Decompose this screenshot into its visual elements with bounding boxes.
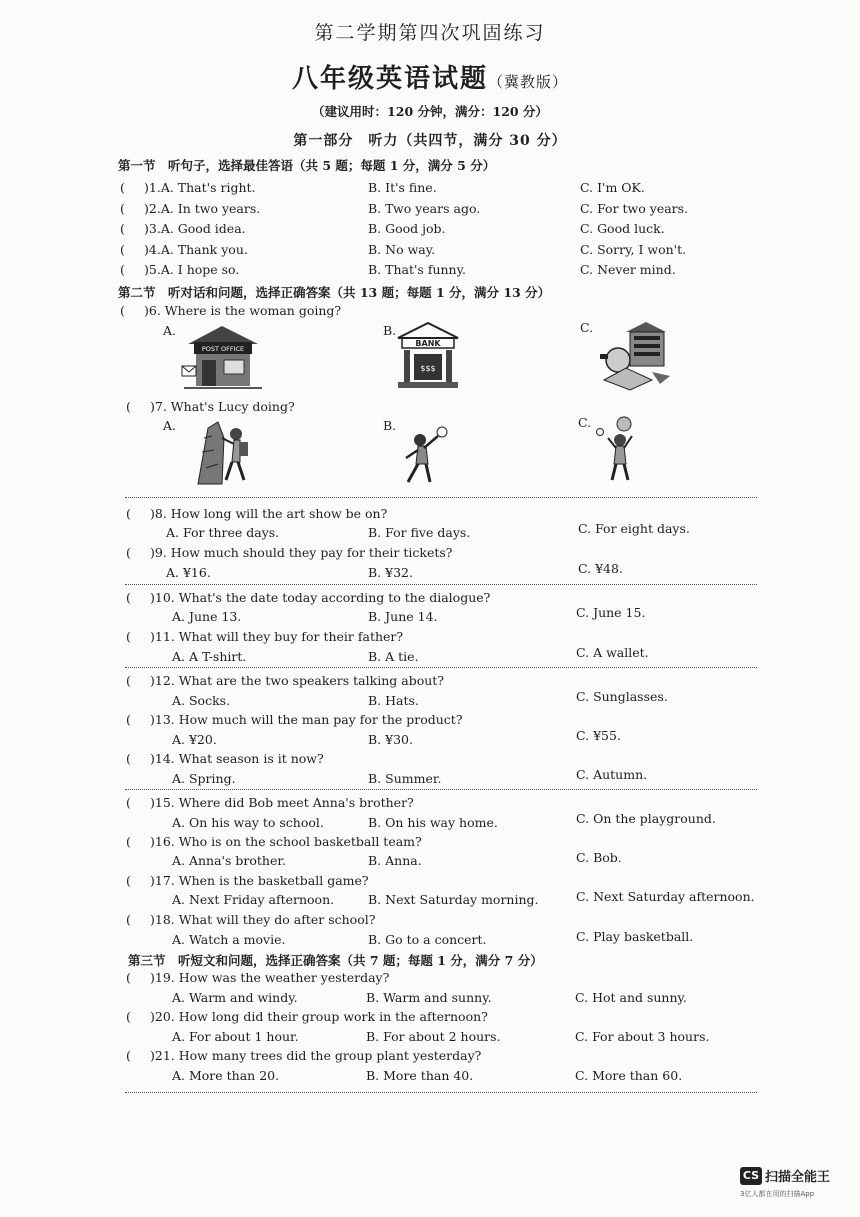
option-c: C. More than 60. (575, 1068, 683, 1083)
question-row (120, 262, 239, 277)
section-one-heading: 第一节 听句子，选择最佳答语（共 5 题；每题 1 分，满分 5 分） (118, 158, 496, 173)
option-a: A. ¥20. (172, 732, 217, 747)
option-c: C. Good luck. (580, 221, 665, 236)
option-c: C. ¥48. (578, 561, 623, 576)
question-number: )20. (150, 1009, 175, 1024)
option-a: A. That's right. (160, 180, 256, 195)
option-b: B. A tie. (368, 649, 419, 664)
question-number: )4. (144, 242, 161, 257)
option-a: A. On his way to school. (172, 815, 324, 830)
scanner-app-name: 扫描全能王 (765, 1170, 831, 1185)
option-a: A. For about 1 hour. (172, 1029, 299, 1044)
option-a: A. Good idea. (160, 221, 246, 236)
question-row (120, 242, 248, 257)
option-a: A. Spring. (172, 771, 236, 786)
question-text: Where is the woman going? (164, 303, 342, 318)
divider (125, 497, 757, 498)
divider (125, 789, 757, 790)
answer-paren: ( (126, 834, 131, 849)
question-row (126, 912, 375, 927)
option-c: C. For two years. (580, 201, 689, 216)
question-text: How much will the man pay for the product? (178, 712, 463, 727)
answer-paren: ( (120, 242, 125, 257)
option-c: C. Never mind. (580, 262, 676, 277)
option-a: A. Thank you. (160, 242, 248, 257)
bank-sign: BANK (415, 339, 441, 348)
juggling-boy-icon (594, 414, 646, 484)
question-number: )7. (150, 399, 167, 414)
question-text: Who is on the school basketball team? (178, 834, 422, 849)
answer-paren: ( (126, 1009, 131, 1024)
scanner-watermark (740, 1165, 831, 1198)
question-number: )10. (150, 590, 175, 605)
answer-paren: ( (126, 712, 131, 727)
divider (125, 667, 757, 668)
option-c: C. For about 3 hours. (575, 1029, 710, 1044)
climbing-girl-icon (178, 418, 258, 486)
exam-edition: （冀教版） (488, 73, 569, 91)
option-a: A. Watch a movie. (172, 932, 286, 947)
post-office-icon (178, 322, 266, 390)
option-c: C. Play basketball. (576, 929, 694, 944)
option-b: B. ¥30. (368, 732, 413, 747)
question-number: )18. (150, 912, 175, 927)
question-row (126, 506, 387, 521)
question-number: )17. (150, 873, 175, 888)
question-text: How much should they pay for their tickets? (170, 545, 453, 560)
answer-paren: ( (120, 221, 125, 236)
option-b: B. ¥32. (368, 565, 413, 580)
picture-label-b: B. (383, 323, 397, 338)
answer-paren: ( (126, 629, 131, 644)
question-text: How was the weather yesterday? (178, 970, 390, 985)
question-text: What season is it now? (178, 751, 324, 766)
question-row (126, 629, 403, 644)
option-c: C. Sunglasses. (576, 689, 668, 704)
option-c: C. A wallet. (576, 645, 649, 660)
option-b: B. More than 40. (366, 1068, 474, 1083)
question-text: How many trees did the group plant yesterday? (178, 1048, 482, 1063)
question-number: )14. (150, 751, 175, 766)
question-row (126, 545, 453, 560)
option-c: C. For eight days. (578, 521, 690, 536)
option-a: A. For three days. (166, 525, 280, 540)
option-b: B. That's funny. (368, 262, 466, 277)
option-b: B. Good job. (368, 221, 446, 236)
option-b: B. On his way home. (368, 815, 498, 830)
question-text: What are the two speakers talking about? (178, 673, 444, 688)
question-text: What will they buy for their father? (178, 629, 404, 644)
answer-paren: ( (120, 303, 125, 318)
picture-label-c: C. (580, 320, 594, 335)
question-row (126, 712, 463, 727)
scanner-logo-icon: CS (740, 1167, 762, 1185)
option-a: A. Anna's brother. (172, 853, 286, 868)
option-c: C. Next Saturday afternoon. (576, 889, 755, 904)
option-a: A. I hope so. (160, 262, 240, 277)
option-c: C. Autumn. (576, 767, 648, 782)
answer-paren: ( (126, 590, 131, 605)
option-b: B. Warm and sunny. (366, 990, 492, 1005)
question-number: )12. (150, 673, 175, 688)
question-text: What's Lucy doing? (170, 399, 295, 414)
question-row (126, 673, 444, 688)
answer-paren: ( (126, 545, 131, 560)
part-one-heading: 第一部分 听力（共四节，满分 30 分） (293, 133, 567, 149)
question-row (126, 970, 389, 985)
question-text: What will they do after school? (178, 912, 376, 927)
option-b: B. It's fine. (368, 180, 437, 195)
answer-paren: ( (126, 399, 131, 414)
option-a: A. Socks. (172, 693, 231, 708)
question-row (126, 590, 490, 605)
question-row (120, 303, 341, 318)
question-number: )2. (144, 201, 161, 216)
question-row (126, 751, 324, 766)
picture-label-a: A. (163, 418, 177, 433)
option-c: C. ¥55. (576, 728, 621, 743)
option-c: C. On the playground. (576, 811, 716, 826)
question-number: )3. (144, 221, 161, 236)
question-text: What's the date today according to the dialogue? (178, 590, 491, 605)
bank-money-sign: $$$ (420, 364, 436, 373)
option-a: A. Warm and windy. (172, 990, 298, 1005)
question-number: )21. (150, 1048, 175, 1063)
option-c: C. June 15. (576, 605, 646, 620)
question-number: )6. (144, 303, 161, 318)
option-b: B. For about 2 hours. (366, 1029, 501, 1044)
question-text: How long will the art show be on? (170, 506, 388, 521)
option-b: B. Next Saturday morning. (368, 892, 539, 907)
question-text: When is the basketball game? (178, 873, 369, 888)
post-office-sign: POST OFFICE (201, 345, 245, 353)
question-text: How long did their group work in the afternoon? (178, 1009, 488, 1024)
answer-paren: ( (120, 262, 125, 277)
section-two-heading: 第二节 听对话和问题，选择正确答案（共 13 题；每题 1 分，满分 13 分） (118, 285, 551, 300)
option-b: B. No way. (368, 242, 436, 257)
question-number: )5. (144, 262, 161, 277)
time-note: （建议用时：120 分钟，满分：120 分） (312, 104, 548, 119)
question-number: )19. (150, 970, 175, 985)
question-number: )8. (150, 506, 167, 521)
section-three-heading: 第三节 听短文和问题，选择正确答案（共 7 题；每题 1 分，满分 7 分） (128, 953, 543, 968)
option-b: B. Go to a concert. (368, 932, 487, 947)
option-b: B. For five days. (368, 525, 471, 540)
question-row (126, 1048, 481, 1063)
option-c: C. I'm OK. (580, 180, 645, 195)
exam-title-text: 八年级英语试题 (291, 64, 488, 94)
divider (125, 1092, 757, 1093)
picture-label-a: A. (163, 323, 177, 338)
question-row (120, 221, 246, 236)
answer-paren: ( (120, 180, 125, 195)
answer-paren: ( (126, 795, 131, 810)
question-number: )13. (150, 712, 175, 727)
question-number: )16. (150, 834, 175, 849)
answer-paren: ( (126, 970, 131, 985)
answer-paren: ( (126, 1048, 131, 1063)
option-c: C. Sorry, I won't. (580, 242, 687, 257)
option-b: B. June 14. (368, 609, 438, 624)
option-c: C. Bob. (576, 850, 622, 865)
option-b: B. Two years ago. (368, 201, 481, 216)
answer-paren: ( (126, 912, 131, 927)
option-c: C. Hot and sunny. (575, 990, 687, 1005)
answer-paren: ( (126, 673, 131, 688)
answer-paren: ( (126, 873, 131, 888)
answer-paren: ( (126, 506, 131, 521)
exam-title (0, 58, 860, 95)
divider (125, 584, 757, 585)
option-b: B. Anna. (368, 853, 422, 868)
question-number: )1. (144, 180, 161, 195)
option-b: B. Summer. (368, 771, 442, 786)
option-a: A. ¥16. (166, 565, 211, 580)
question-row (120, 180, 256, 195)
answer-paren: ( (120, 201, 125, 216)
question-row (126, 399, 295, 414)
exam-series-title: 第二学期第四次巩固练习 (314, 22, 546, 44)
picture-label-c: C. (578, 415, 592, 430)
option-a: A. In two years. (160, 201, 261, 216)
question-text: Where did Bob meet Anna's brother? (178, 795, 414, 810)
option-a: A. June 13. (172, 609, 242, 624)
question-row (126, 834, 422, 849)
question-number: )15. (150, 795, 175, 810)
option-b: B. Hats. (368, 693, 419, 708)
bank-icon (396, 320, 460, 392)
scanner-tagline: 3亿人都在用的扫描App (740, 1190, 815, 1198)
library-icon (596, 320, 676, 392)
question-row (126, 795, 414, 810)
question-row (126, 873, 369, 888)
volleyball-girl-icon (398, 424, 454, 486)
answer-paren: ( (126, 751, 131, 766)
question-number: )9. (150, 545, 167, 560)
option-a: A. A T-shirt. (172, 649, 247, 664)
option-a: A. Next Friday afternoon. (172, 892, 335, 907)
question-row (120, 201, 260, 216)
question-row (126, 1009, 488, 1024)
question-number: )11. (150, 629, 175, 644)
picture-label-b: B. (383, 418, 397, 433)
option-a: A. More than 20. (172, 1068, 280, 1083)
